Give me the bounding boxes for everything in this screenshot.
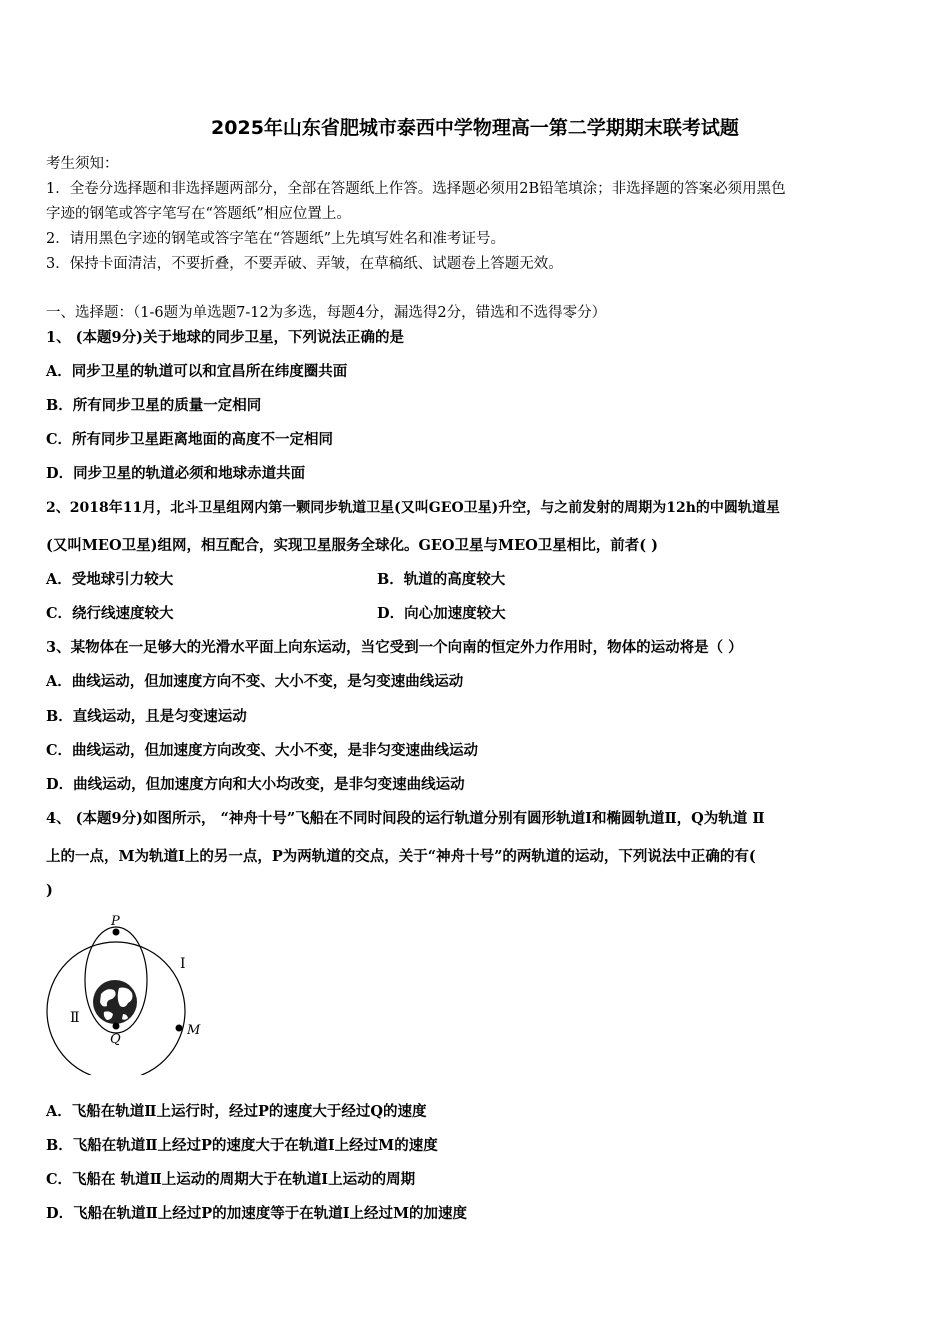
question-1-stem: 1、 (本题9分)关于地球的同步卫星，下列说法正确的是 [46, 329, 404, 346]
page-title: 2025年山东省肥城市泰西中学物理高一第二学期期末联考试题 [211, 117, 739, 139]
notice-item: 2．请用黑色字迹的钢笔或答字笔在“答题纸”上先填写姓名和准考证号。 [46, 231, 506, 247]
question-2-option-b: B．轨道的高度较大 [377, 571, 506, 588]
label-m: M [187, 1023, 201, 1038]
question-3-stem: 3、某物体在一足够大的光滑水平面上向东运动，当它受到一个向南的恒定外力作用时，物体的运动将是（ ） [46, 639, 743, 656]
label-p: P [111, 914, 120, 929]
question-1-option-d: D．同步卫星的轨道必须和地球赤道共面 [46, 465, 306, 482]
question-2-option-a: A．受地球引力较大 [46, 571, 174, 588]
question-4-stem: ) [46, 882, 53, 899]
notice-item: 3．保持卡面清洁，不要折叠，不要弄破、弄皱，在草稿纸、试题卷上答题无效。 [46, 256, 563, 272]
question-1-option-a: A．同步卫星的轨道可以和宜昌所在纬度圈共面 [46, 363, 348, 380]
question-4-stem: 4、 (本题9分)如图所示， “神舟十号”飞船在不同时间段的运行轨道分别有圆形轨道Ⅰ和椭圆轨道Ⅱ，Q为轨道 Ⅱ [46, 810, 765, 827]
label-q: Q [110, 1032, 121, 1047]
point-q-dot [113, 1023, 120, 1030]
question-4-option-d: D．飞船在轨道Ⅱ上经过P的加速度等于在轨道Ⅰ上经过M的加速度 [46, 1205, 468, 1222]
question-4-option-c: C．飞船在 轨道Ⅱ上运动的周期大于在轨道Ⅰ上运动的周期 [46, 1171, 416, 1188]
question-4-stem: 上的一点，M为轨道Ⅰ上的另一点，P为两轨道的交点，关于“神舟十号”的两轨道的运动，下列说法中正确的有( [46, 848, 756, 865]
notice-item: 字迹的钢笔或答字笔写在“答题纸”相应位置上。 [46, 206, 351, 222]
question-2-stem: 2、2018年11月，北斗卫星组网内第一颗同步轨道卫星(又叫GEO卫星)升空，与之前发射的周期为12h的中圆轨道星 [46, 500, 780, 516]
question-2-option-d: D．向心加速度较大 [377, 605, 506, 622]
notice-heading: 考生须知： [46, 156, 119, 172]
question-3-option-d: D．曲线运动，但加速度方向和大小均改变，是非匀变速曲线运动 [46, 776, 465, 793]
earth-icon [93, 980, 137, 1024]
question-1-option-b: B．所有同步卫星的质量一定相同 [46, 397, 262, 414]
label-orbit-1: Ⅰ [180, 956, 186, 972]
question-4-option-a: A．飞船在轨道Ⅱ上运行时，经过P的速度大于经过Q的速度 [46, 1103, 427, 1120]
question-1-option-c: C．所有同步卫星距离地面的高度不一定相同 [46, 431, 334, 448]
question-3-option-a: A．曲线运动，但加速度方向不变、大小不变，是匀变速曲线运动 [46, 673, 464, 690]
question-2-option-c: C．绕行线速度较大 [46, 605, 174, 622]
question-4-option-b: B．飞船在轨道Ⅱ上经过P的速度大于在轨道Ⅰ上经过M的速度 [46, 1137, 438, 1154]
point-m-dot [176, 1025, 183, 1032]
notice-item: 1．全卷分选择题和非选择题两部分，全部在答题纸上作答。选择题必须用2B铅笔填涂；非选择题的答案必须用黑色 [46, 181, 786, 197]
section-heading: 一、选择题：（1-6题为单选题7-12为多选，每题4分，漏选得2分，错选和不选得零分） [46, 305, 607, 321]
question-3-option-b: B．直线运动，且是匀变速运动 [46, 708, 247, 725]
question-3-option-c: C．曲线运动，但加速度方向改变、大小不变，是非匀变速曲线运动 [46, 742, 479, 759]
point-p-dot [113, 929, 120, 936]
question-2-stem: (又叫MEO卫星)组网，相互配合，实现卫星服务全球化。GEO卫星与MEO卫星相比，前者( ) [46, 537, 659, 554]
label-orbit-2: Ⅱ [70, 1010, 80, 1026]
orbit-diagram [44, 910, 204, 1075]
